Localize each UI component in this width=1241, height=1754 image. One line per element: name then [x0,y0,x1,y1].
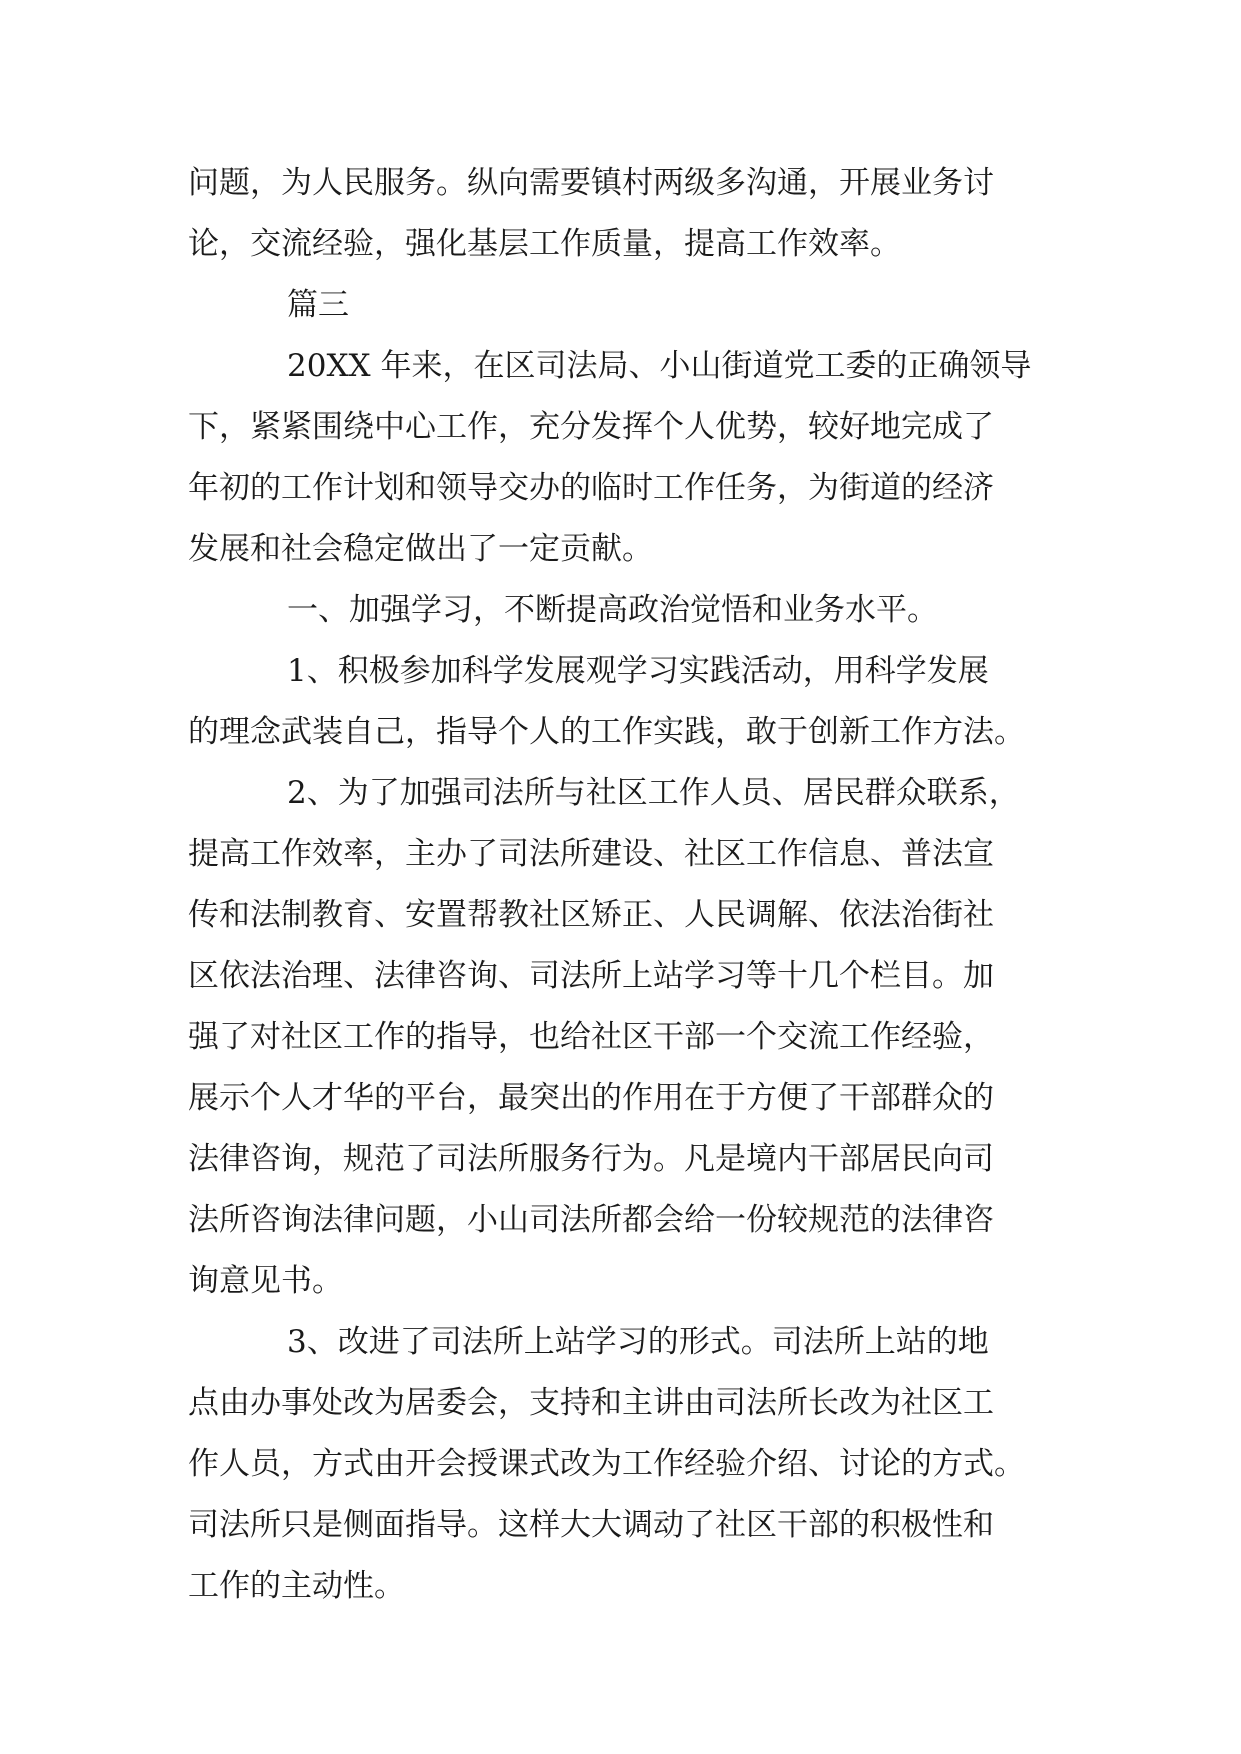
text-line: 发展和社会稳定做出了一定贡献。 [188,531,653,567]
text-line: 工作的主动性。 [188,1568,405,1604]
text-line: 年初的工作计划和领导交办的临时工作任务，为街道的经济 [188,470,994,506]
text-line: 询意见书。 [188,1263,343,1299]
text-line: 展示个人才华的平台，最突出的作用在于方便了干部群众的 [188,1080,994,1116]
text-line: 作人员，方式由开会授课式改为工作经验介绍、讨论的方式。 [188,1446,1025,1482]
text-line: 2、为了加强司法所与社区工作人员、居民群众联系， [287,775,1020,811]
text-line: 1、积极参加科学发展观学习实践活动，用科学发展 [287,653,989,689]
text-line: 传和法制教育、安置帮教社区矫正、人民调解、依法治街社 [188,897,994,933]
text-line: 3、改进了司法所上站学习的形式。司法所上站的地 [287,1324,989,1360]
text-line: 20XX 年来，在区司法局、小山街道党工委的正确领导 [287,348,1032,384]
text-line: 篇三 [287,287,349,323]
text-line: 下，紧紧围绕中心工作，充分发挥个人优势，较好地完成了 [188,409,994,445]
text-line: 区依法治理、法律咨询、司法所上站学习等十几个栏目。加 [188,958,994,994]
text-line: 法所咨询法律问题，小山司法所都会给一份较规范的法律咨 [188,1202,994,1238]
text-line: 强了对社区工作的指导，也给社区干部一个交流工作经验， [188,1019,994,1055]
text-line: 司法所只是侧面指导。这样大大调动了社区干部的积极性和 [188,1507,994,1543]
text-line: 论，交流经验，强化基层工作质量，提高工作效率。 [188,226,901,262]
text-line: 法律咨询，规范了司法所服务行为。凡是境内干部居民向司 [188,1141,994,1177]
text-line: 一、加强学习，不断提高政治觉悟和业务水平。 [287,592,938,628]
text-line: 提高工作效率，主办了司法所建设、社区工作信息、普法宣 [188,836,994,872]
document-body [188,153,1056,1617]
text-line: 问题，为人民服务。纵向需要镇村两级多沟通，开展业务讨 [188,165,994,201]
text-line: 点由办事处改为居委会，支持和主讲由司法所长改为社区工 [188,1385,994,1421]
text-line: 的理念武装自己，指导个人的工作实践，敢于创新工作方法。 [188,714,1025,750]
